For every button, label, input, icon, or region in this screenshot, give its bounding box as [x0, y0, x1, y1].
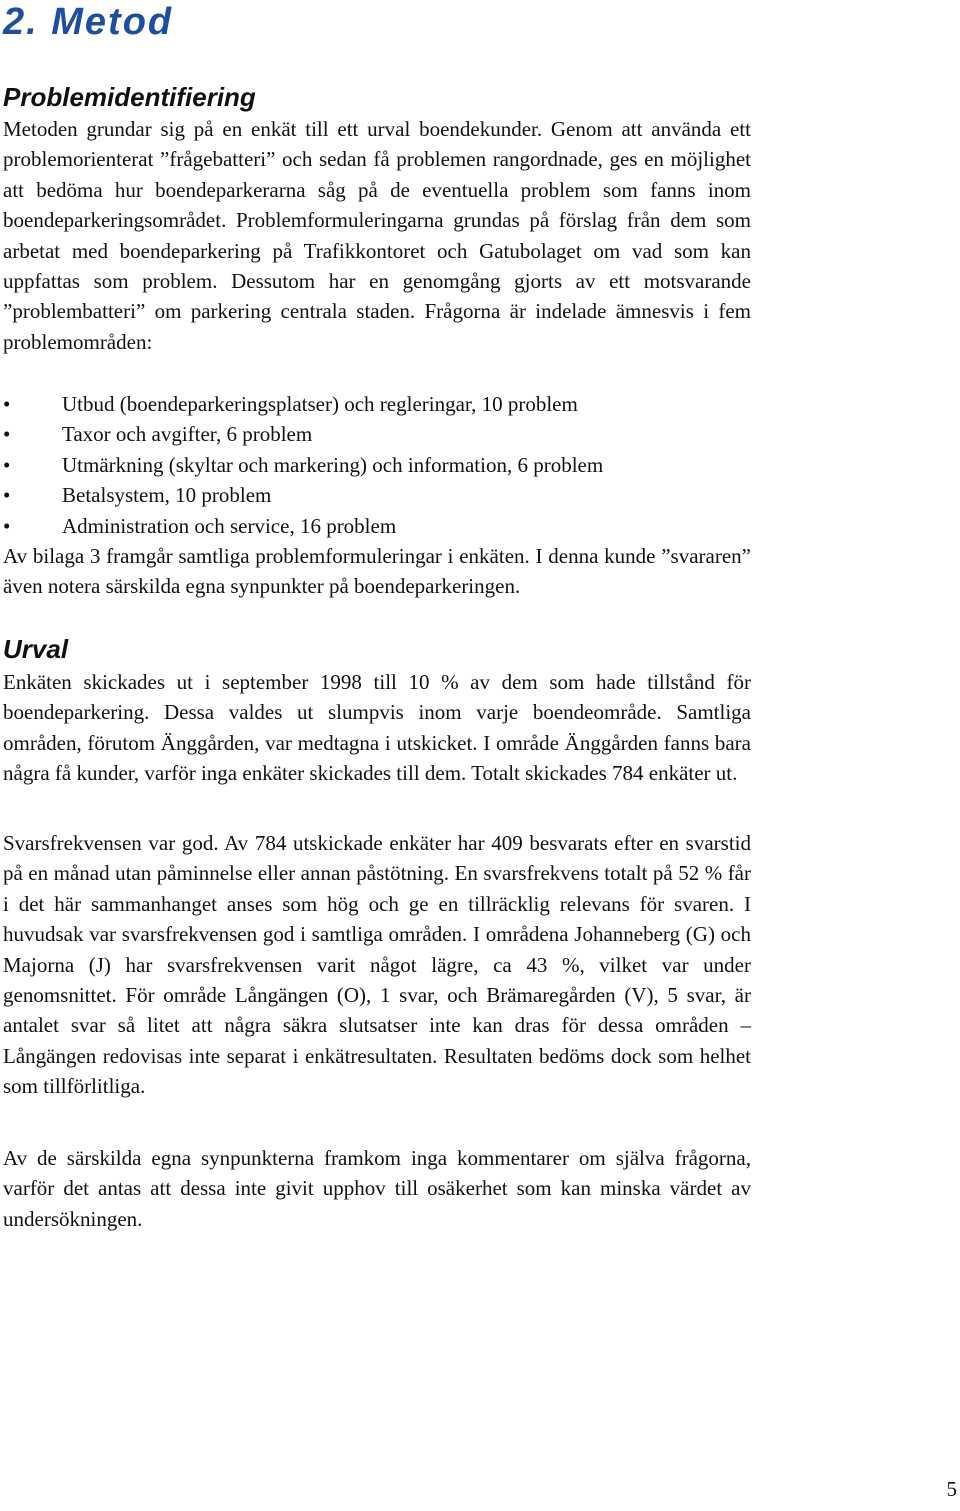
paragraph-urval-comments: Av de särskilda egna synpunkterna framkom inga kommentarer om själva frågorna, varför det antas att dessa inte givit upphov till osäkerhet som kan minska värdet av undersökningen. — [3, 1146, 751, 1231]
list-item-text: Administration och service, 16 problem — [62, 513, 397, 538]
paragraph-problem-intro: Metoden grundar sig på en enkät till ett urval boendekunder. Genom att använda ett problemorienterat ”frågebatteri” och sedan få problemen rangordnade, ges en möjlighet att bedöma hur boendeparkerarna såg på de eventuella problem som fanns inom boendeparkeringsområdet. Problemformuleringarna grundas på förslag från dem som arbetat med boendeparkering på Trafikkontoret och Gatubolaget om vad som kan uppfattas som problem. Dessutom har en genomgång gjorts av ett motsvarande ”problembatteri” om parkering centrala staden. Frågorna är indelade ämnesvis i fem problemområden: — [3, 117, 751, 354]
list-item-text: Taxor och avgifter, 6 problem — [62, 422, 313, 447]
paragraph-problem-appendix: Av bilaga 3 framgår samtliga problemformuleringar i enkäten. I denna kunde ”svararen” även notera särskilda egna synpunkter på boendeparkeringen. — [3, 544, 751, 599]
paragraph-urval-response-rate: Svarsfrekvensen var god. Av 784 utskickade enkäter har 409 besvarats efter en svarstid på en månad utan påminnelse eller annan påstötning. En svarsfrekvens totalt på 52 % får i det här sammanhanget anses som hög och ge en tillräcklig relevans för svaren. I huvudsak var svarsfrekvensen god i samtliga områden. I områdena Johanneberg (G) och Majorna (J) har svarsfrekvensen varit något lägre, ca 43 %, vilket var under genomsnittet. För område Långängen (O), 1 svar, och Brämaregården (V), 5 svar, är antalet svar så litet att några säkra slutsatser inte kan dras för dessa områden – Långängen redovisas inte separat i enkätresultaten. Resultaten bedöms dock som helhet som tillförlitliga. — [3, 831, 751, 1099]
list-item — [3, 511, 751, 541]
bullet-icon: • — [3, 422, 11, 447]
problem-areas-list — [3, 389, 751, 541]
list-item — [3, 419, 751, 449]
list-item — [3, 480, 751, 510]
chapter-title: 2. Metod — [3, 1, 174, 43]
bullet-icon: • — [3, 452, 11, 477]
list-item-text: Utmärkning (skyltar och markering) och information, 6 problem — [62, 452, 604, 477]
page-number: 5 — [946, 1477, 957, 1501]
list-item-text: Betalsystem, 10 problem — [62, 483, 272, 508]
list-item — [3, 389, 751, 419]
section-heading-problemidentifiering: Problemidentifiering — [3, 82, 256, 112]
bullet-icon: • — [3, 513, 11, 538]
list-item — [3, 450, 751, 480]
section-heading-urval: Urval — [3, 634, 69, 664]
bullet-icon: • — [3, 483, 11, 508]
list-item-text: Utbud (boendeparkeringsplatser) och regleringar, 10 problem — [62, 392, 578, 416]
paragraph-urval-selection: Enkäten skickades ut i september 1998 till 10 % av dem som hade tillstånd för boendeparkering. Dessa valdes ut slumpvis inom varje boendeområde. Samtliga områden, förutom Änggården, var medtagna i utskicket. I område Änggården fanns bara några få kunder, varför inga enkäter skickades till dem. Totalt skickades 784 enkäter ut. — [3, 670, 751, 786]
bullet-icon: • — [3, 392, 11, 416]
